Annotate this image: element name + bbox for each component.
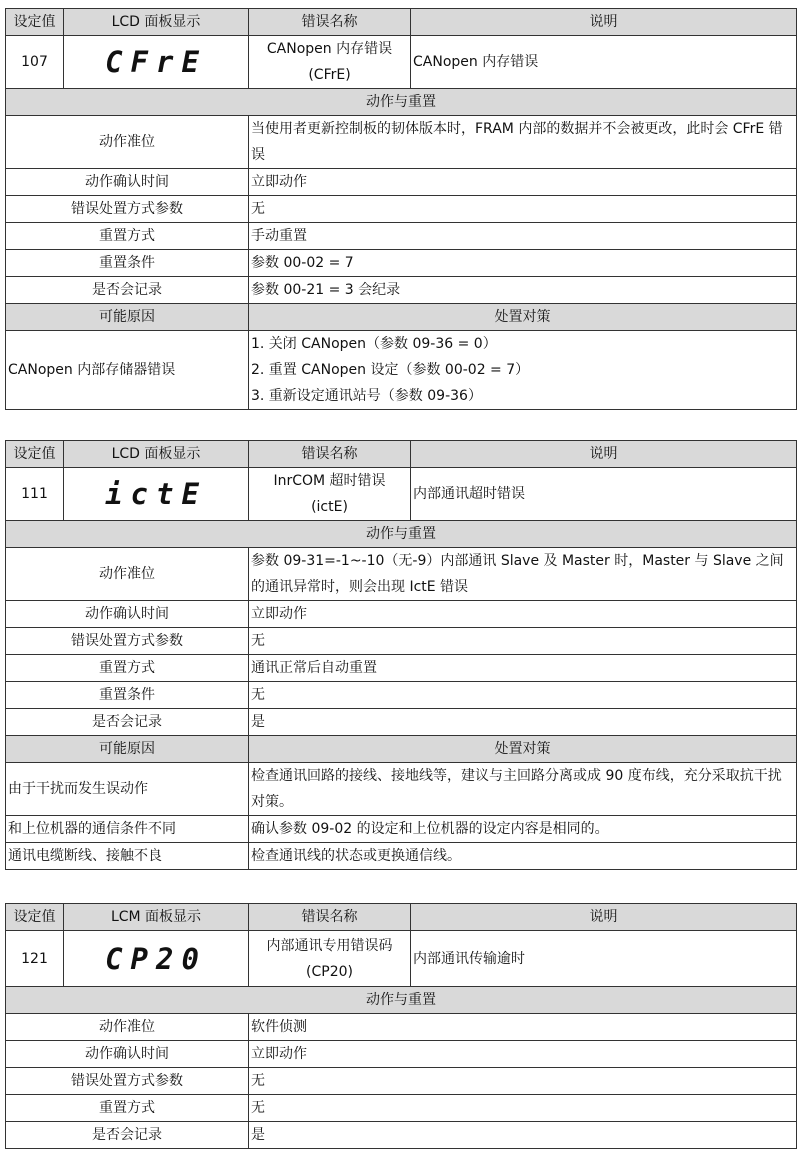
header-error-name: 错误名称 — [249, 904, 411, 931]
row-value: 参数 00-21 = 3 会纪录 — [249, 277, 797, 304]
row-value: 参数 09-31=-1~-10（无-9）内部通讯 Slave 及 Master 时，Master 与 Slave 之间的通讯异常时，则会出现 IctE 错误 — [249, 548, 797, 601]
row-value: 手动重置 — [249, 223, 797, 250]
table-row — [6, 816, 797, 843]
error-name-line1: CANopen 内存错误 — [266, 41, 393, 57]
list-item: 3. 重新设定通讯站号（参数 09-36） — [251, 388, 482, 404]
cause-cell: 由于干扰而发生误动作 — [6, 763, 249, 816]
table-row — [6, 169, 797, 196]
row-label: 重置条件 — [6, 250, 249, 277]
header-description: 说明 — [411, 441, 797, 468]
error-name — [249, 36, 411, 89]
error-name-line2: (CP20) — [306, 963, 353, 980]
table-row — [6, 223, 797, 250]
row-label: 是否会记录 — [6, 277, 249, 304]
table-row — [6, 250, 797, 277]
error-name-line1: InrCOM 超时错误 — [273, 473, 386, 489]
row-value: 通讯正常后自动重置 — [249, 655, 797, 682]
table-row — [6, 655, 797, 682]
section-title: 动作与重置 — [6, 987, 797, 1014]
error-table-111 — [5, 440, 797, 870]
lcd-display: CP20 — [64, 931, 249, 987]
row-value: 无 — [249, 1095, 797, 1122]
row-value: 参数 00-02 = 7 — [249, 250, 797, 277]
header-setting: 设定值 — [6, 441, 64, 468]
row-value: 是 — [249, 709, 797, 736]
table-row — [6, 1068, 797, 1095]
action-cell: 检查通讯线的状态或更换通信线。 — [249, 843, 797, 870]
error-info-row — [6, 36, 797, 89]
row-label: 动作准位 — [6, 548, 249, 601]
row-label: 动作确认时间 — [6, 601, 249, 628]
error-name — [249, 468, 411, 521]
error-name-line2: (ictE) — [311, 499, 348, 515]
lcd-display: CFrE — [64, 36, 249, 89]
action-steps — [251, 331, 794, 409]
action-header: 处置对策 — [249, 736, 797, 763]
table-row — [6, 196, 797, 223]
table-row — [6, 709, 797, 736]
cause-cell: 通讯电缆断线、接触不良 — [6, 843, 249, 870]
action-header: 处置对策 — [249, 304, 797, 331]
table-header-row — [6, 9, 797, 36]
row-value: 立即动作 — [249, 169, 797, 196]
header-lcd: LCD 面板显示 — [64, 9, 249, 36]
header-error-name: 错误名称 — [249, 441, 411, 468]
action-cell: 检查通讯回路的接线、接地线等，建议与主回路分离或成 90 度布线，充分采取抗干扰对策。 — [249, 763, 797, 816]
error-code: 111 — [6, 468, 64, 521]
table-row — [6, 601, 797, 628]
list-item: 2. 重置 CANopen 设定（参数 00-02 = 7） — [251, 362, 530, 378]
row-label: 错误处置方式参数 — [6, 196, 249, 223]
cause-cell: 和上位机器的通信条件不同 — [6, 816, 249, 843]
header-setting: 设定值 — [6, 904, 64, 931]
error-info-row — [6, 468, 797, 521]
row-value: 立即动作 — [249, 1041, 797, 1068]
table-row — [6, 331, 797, 410]
header-description: 说明 — [411, 904, 797, 931]
row-label: 动作准位 — [6, 116, 249, 169]
row-label: 动作准位 — [6, 1014, 249, 1041]
lcd-display: ictE — [64, 468, 249, 521]
row-label: 重置条件 — [6, 682, 249, 709]
section-title: 动作与重置 — [6, 89, 797, 116]
row-value: 软件侦测 — [249, 1014, 797, 1041]
row-label: 是否会记录 — [6, 709, 249, 736]
row-value: 无 — [249, 1068, 797, 1095]
cause-header: 可能原因 — [6, 304, 249, 331]
header-error-name: 错误名称 — [249, 9, 411, 36]
header-description: 说明 — [411, 9, 797, 36]
row-value: 立即动作 — [249, 601, 797, 628]
row-value: 当使用者更新控制板的韧体版本时，FRAM 内部的数据并不会被更改，此时会 CFrE 错误 — [249, 116, 797, 169]
error-table-107 — [5, 8, 797, 410]
row-label: 错误处置方式参数 — [6, 628, 249, 655]
error-description: CANopen 内存错误 — [411, 36, 797, 89]
list-item: 1. 关闭 CANopen（参数 09-36 = 0） — [251, 336, 497, 352]
table-header-row — [6, 441, 797, 468]
section-title: 动作与重置 — [6, 521, 797, 548]
row-label: 是否会记录 — [6, 1122, 249, 1149]
row-label: 重置方式 — [6, 655, 249, 682]
table-row — [6, 763, 797, 816]
row-value: 无 — [249, 628, 797, 655]
error-info-row — [6, 931, 797, 987]
row-label: 错误处置方式参数 — [6, 1068, 249, 1095]
error-code: 107 — [6, 36, 64, 89]
header-lcd: LCD 面板显示 — [64, 441, 249, 468]
table-header-row — [6, 904, 797, 931]
error-description: 内部通讯超时错误 — [411, 468, 797, 521]
error-name — [249, 931, 411, 987]
cause-header: 可能原因 — [6, 736, 249, 763]
table-row — [6, 548, 797, 601]
table-row — [6, 843, 797, 870]
table-row — [6, 1041, 797, 1068]
row-label: 重置方式 — [6, 223, 249, 250]
table-row — [6, 628, 797, 655]
row-label: 动作确认时间 — [6, 1041, 249, 1068]
table-row — [6, 277, 797, 304]
error-name-line1: 内部通讯专用错误码 — [266, 937, 393, 954]
table-row — [6, 1095, 797, 1122]
row-value: 无 — [249, 682, 797, 709]
table-row — [6, 682, 797, 709]
row-value: 无 — [249, 196, 797, 223]
error-table-121 — [5, 903, 797, 1149]
row-value: 是 — [249, 1122, 797, 1149]
header-lcm: LCM 面板显示 — [64, 904, 249, 931]
table-row — [6, 116, 797, 169]
error-name-line2: (CFrE) — [308, 67, 351, 83]
row-label: 动作确认时间 — [6, 169, 249, 196]
error-code: 121 — [6, 931, 64, 987]
table-row — [6, 1122, 797, 1149]
cause-cell: CANopen 内部存储器错误 — [6, 331, 249, 410]
action-cell: 确认参数 09-02 的设定和上位机器的设定内容是相同的。 — [249, 816, 797, 843]
row-label: 重置方式 — [6, 1095, 249, 1122]
error-description: 内部通讯传输逾时 — [411, 931, 797, 987]
table-row — [6, 1014, 797, 1041]
action-cell — [249, 331, 797, 410]
header-setting: 设定值 — [6, 9, 64, 36]
